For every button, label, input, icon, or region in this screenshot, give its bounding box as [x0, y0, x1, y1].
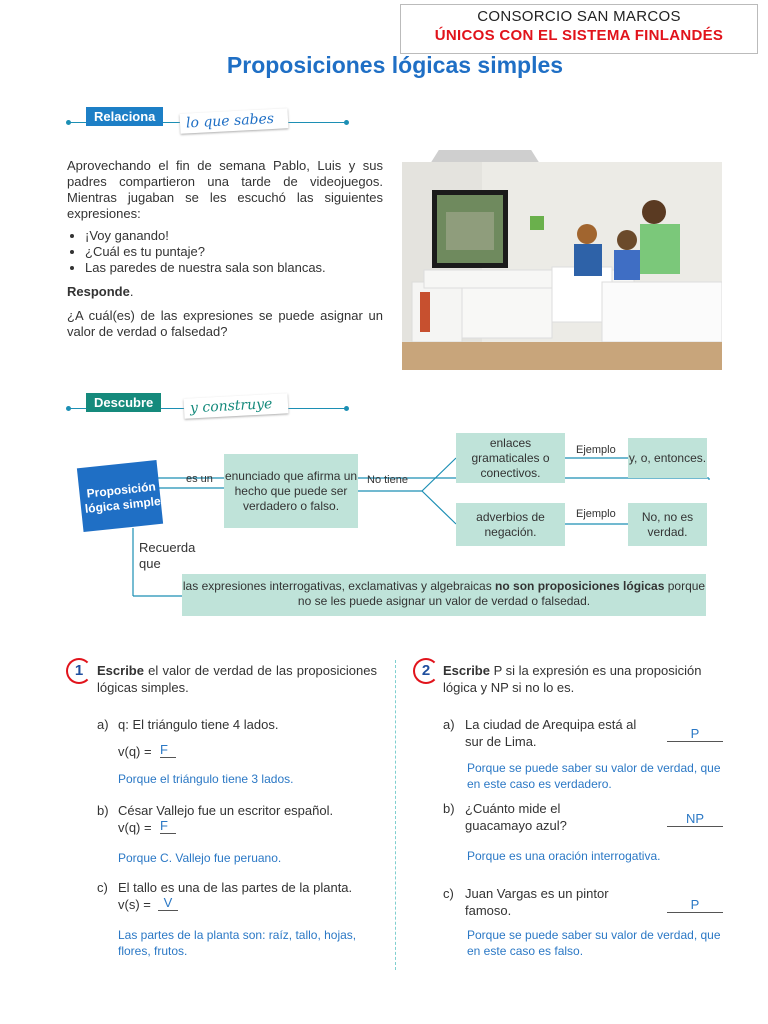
no-tiene-label: No tiene	[367, 474, 408, 486]
ejemplo-label: Ejemplo	[576, 444, 616, 456]
descubre-tag: Descubre	[86, 393, 161, 412]
ejemplo-label: Ejemplo	[576, 508, 616, 520]
truth-value-field[interactable]: F	[160, 818, 176, 834]
answer-field[interactable]: P	[667, 897, 723, 913]
value-label: v(q) =	[118, 744, 152, 759]
intro-paragraph: Aprovechando el fin de semana Pablo, Luis y sus padres compartieron una tarde de videojuegos. Mientras jugaban se les escuchó las siguientes expresiones:	[67, 158, 383, 221]
reminder-note	[182, 574, 706, 616]
example-negacion-box: No, no es verdad.	[628, 503, 707, 546]
answer-field[interactable]: P	[667, 726, 723, 742]
banner-dot	[344, 406, 349, 411]
recuerda-label: Recuerda que	[139, 540, 196, 571]
exercise1-instruction	[97, 662, 377, 696]
truth-value-field[interactable]: F	[160, 742, 176, 758]
reminder-text: las expresiones interrogativas, exclamativas y algebraicas	[182, 579, 496, 593]
reminder-text: porque no se les puede asignar un valor de verdad o falsedad.	[297, 579, 706, 608]
definition-box: enunciado que afirma un hecho que puede ser verdadero o falso.	[224, 454, 358, 528]
example-conectivos-box: y, o, entonces.	[628, 438, 707, 478]
reason-answer: Porque se puede saber su valor de verdad, que en este caso es verdadero.	[467, 761, 721, 791]
reason-answer: Las partes de la planta son: raíz, tallo, hojas, flores, frutos.	[118, 928, 357, 958]
item-letter: a)	[443, 717, 455, 732]
list-item: • Las paredes de nuestra sala son blancas.	[85, 260, 383, 276]
column-divider	[395, 660, 396, 970]
instruction-text: el valor de verdad de las proposiciones lógicas simples.	[97, 663, 377, 695]
header-box	[400, 4, 758, 54]
sub-label-card	[184, 393, 289, 418]
banner-dot	[344, 120, 349, 125]
descubre-sub: y construye	[189, 396, 273, 417]
relaciona-tag: Relaciona	[86, 107, 163, 126]
exercise-number: 1	[66, 658, 92, 684]
enlaces-box: enlaces gramaticales o conectivos.	[456, 433, 565, 483]
intro-question: ¿A cuál(es) de las expresiones se puede asignar un valor de verdad o falsedad?	[67, 308, 383, 339]
exercise-number: 2	[413, 658, 439, 684]
item-letter: b)	[97, 803, 109, 818]
page-title: Proposiciones lógicas simples	[226, 52, 564, 78]
es-un-label: es un	[186, 473, 213, 485]
reason-answer: Porque el triángulo tiene 3 lados.	[118, 772, 294, 786]
value-label: v(s) =	[118, 897, 151, 912]
responde-label: Responde	[67, 284, 130, 299]
instruction-verb: Escribe	[443, 663, 490, 678]
item-letter: c)	[443, 886, 454, 901]
item-statement: Juan Vargas es un pintor famoso.	[465, 886, 609, 918]
intro-text: Aprovechando el fin de semana Pablo, Luis y sus padres compartieron una tarde de videojuegos. Mientras jugaban se les escuchó las siguientes expresiones: • ¡Voy ganando! • ¿Cuál es tu puntaje? • Las paredes de nuestra sala son blancas. Responde. ¿A cuál(es) de las expresiones se puede asignar un valor de verdad o falsedad?	[67, 158, 383, 348]
reason-answer: Porque es una oración interrogativa.	[467, 849, 661, 863]
instruction-text: P si la expresión es una proposición lógica y NP si no lo es.	[443, 663, 702, 695]
relaciona-sub: lo que sabes	[185, 110, 275, 132]
reason-answer: Porque se puede saber su valor de verdad, que en este caso es falso.	[467, 928, 721, 958]
list-item: • ¡Voy ganando!	[85, 228, 383, 244]
item-letter: b)	[443, 801, 455, 816]
expression-list	[67, 228, 383, 276]
item-statement: César Vallejo fue un escritor español.	[118, 803, 334, 818]
reminder-emphasis: no son proposiciones lógicas	[495, 579, 665, 593]
item-letter: c)	[97, 880, 108, 895]
answer-field[interactable]: NP	[667, 811, 723, 827]
item-statement: ¿Cuánto mide el guacamayo azul?	[465, 801, 567, 833]
item-statement: La ciudad de Arequipa está al sur de Lima.	[465, 717, 637, 749]
adverbios-box: adverbios de negación.	[456, 503, 565, 546]
main-concept: Proposición lógica simple	[84, 479, 162, 516]
instruction-verb: Escribe	[97, 663, 144, 678]
item-statement: q: El triángulo tiene 4 lados.	[118, 717, 279, 732]
exercise2-instruction	[443, 662, 726, 696]
truth-value-field[interactable]: V	[158, 895, 178, 911]
value-label: v(q) =	[118, 820, 152, 835]
family-gaming-photo	[402, 162, 722, 370]
item-statement: El tallo es una de las partes de la planta.	[118, 880, 353, 895]
org-name: CONSORCIO SAN MARCOS	[477, 8, 681, 25]
item-letter: a)	[97, 717, 109, 732]
reason-answer: Porque C. Vallejo fue peruano.	[118, 851, 282, 865]
sub-label-card	[180, 108, 289, 134]
slogan: ÚNICOS CON EL SISTEMA FINLANDÉS	[434, 27, 724, 44]
list-item: • ¿Cuál es tu puntaje?	[85, 244, 383, 260]
